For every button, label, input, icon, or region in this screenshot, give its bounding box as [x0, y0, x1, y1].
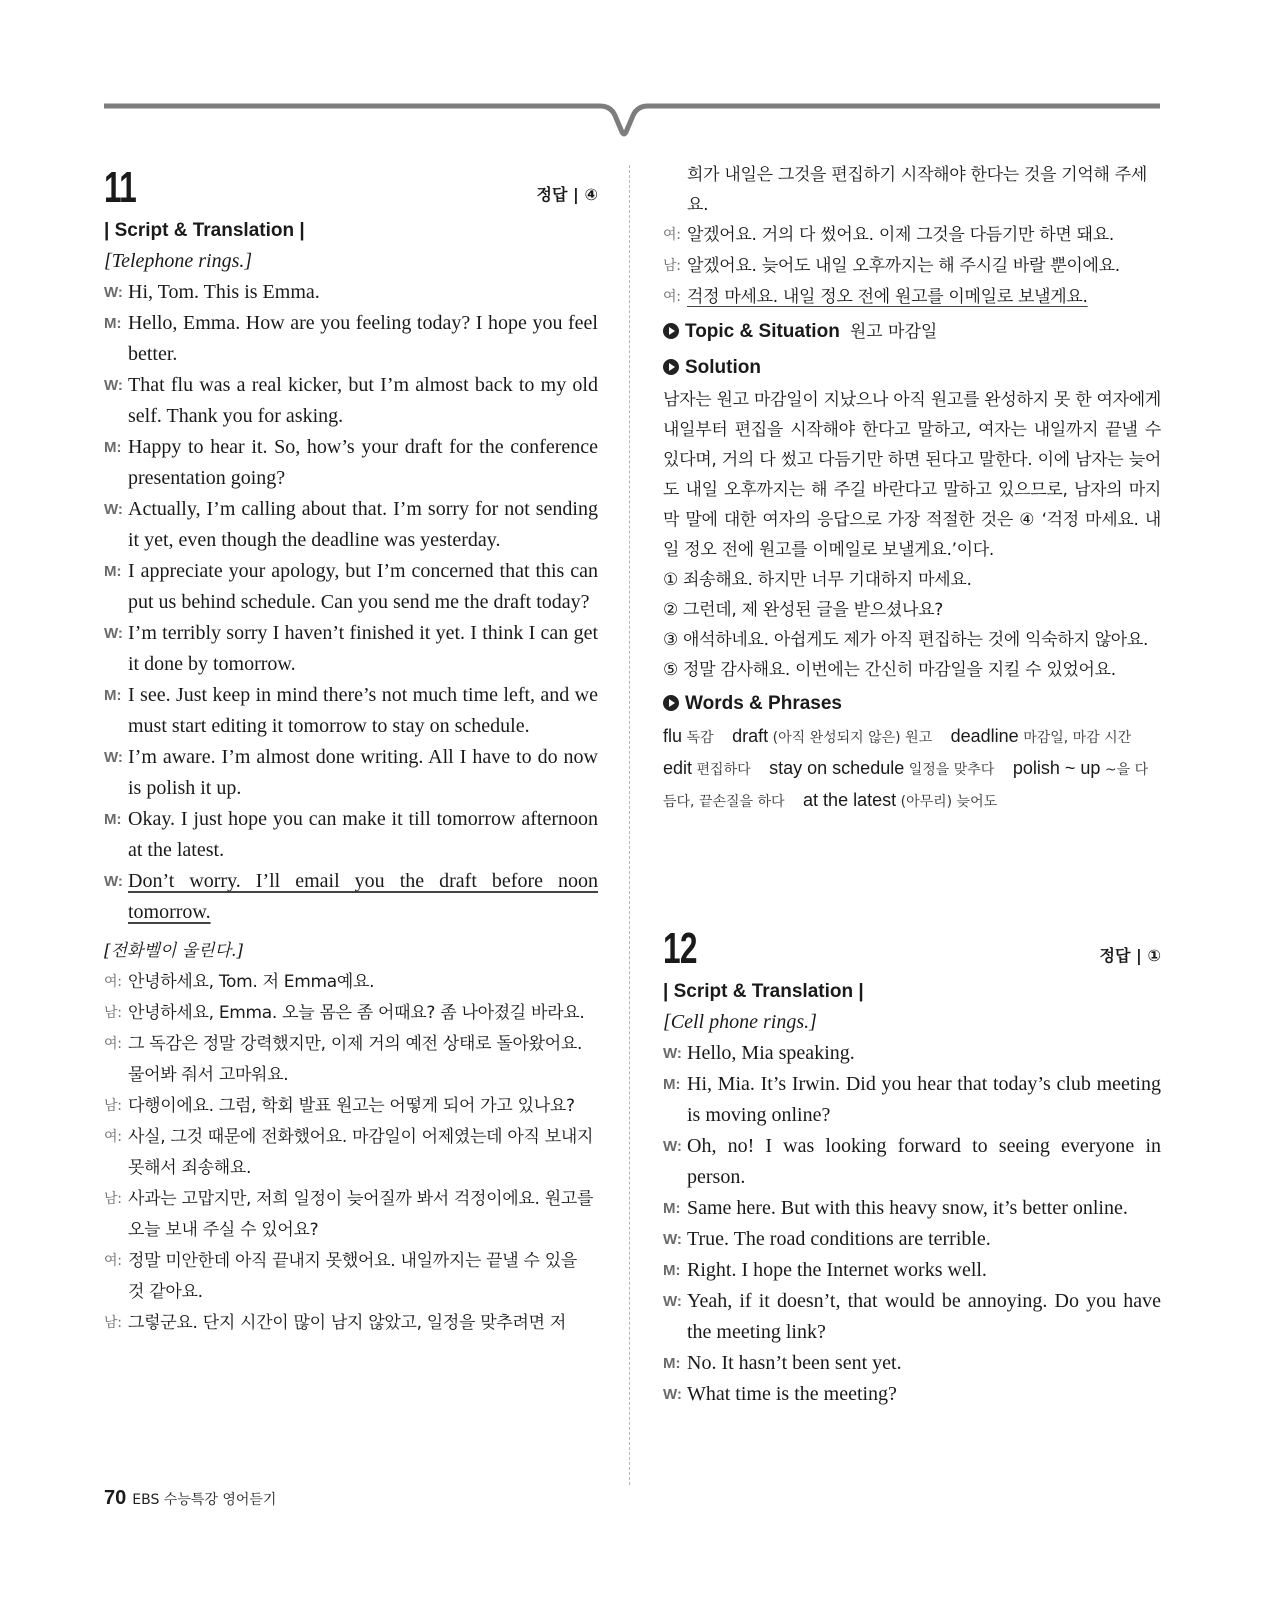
dialogue-line: [104, 618, 598, 680]
speaker-label: M:: [663, 1200, 681, 1217]
dialogue-text: True. The road conditions are terrible.: [687, 1228, 991, 1250]
speaker-label: 남:: [663, 258, 681, 274]
speaker-label: 남:: [104, 1005, 122, 1021]
dialogue-text: 그렇군요. 단지 시간이 많이 남지 않았고, 일정을 맞추려면 저: [128, 1313, 566, 1333]
dialogue-text: 정말 미안한데 아직 끝내지 못했어요. 내일까지는 끝낼 수 있을 것 같아요.: [128, 1251, 577, 1302]
word-meaning: 독감: [686, 730, 714, 746]
dialogue-text: No. It hasn’t been sent yet.: [687, 1352, 902, 1374]
dialogue-text: Same here. But with this heavy snow, it’s better online.: [687, 1197, 1128, 1219]
korean-stage-direction: [전화벨이 울린다.]: [104, 941, 244, 961]
dialogue-text: 다행이에요. 그럼, 학회 발표 원고는 어떻게 되어 가고 있나요?: [128, 1096, 575, 1116]
words-label: Words & Phrases: [685, 693, 842, 714]
dialogue-text: 안녕하세요, Emma. 오늘 몸은 좀 어때요? 좀 나아졌길 바라요.: [128, 1003, 585, 1023]
speaker-label: 여:: [104, 1036, 122, 1052]
stage-direction: [Telephone rings.]: [104, 250, 253, 272]
speaker-label: M:: [663, 1355, 681, 1372]
section-title: | Script & Translation |: [663, 981, 864, 1002]
dialogue-line: [104, 556, 598, 618]
korean-dialogue-continuation: 희가 내일은 그것을 편집하기 시작해야 한다는 것을 기억해 주세요.: [687, 165, 1148, 215]
speaker-label: 남:: [104, 1191, 122, 1207]
solution-heading: [663, 351, 1161, 385]
dialogue-line: [104, 1029, 598, 1091]
dialogue-text: 알겠어요. 늦어도 내일 오후까지는 해 주시길 바랄 뿐이에요.: [687, 256, 1120, 276]
word-term: deadline: [950, 726, 1019, 746]
speaker-label: M:: [104, 439, 122, 456]
dialogue-line: [663, 1038, 1161, 1069]
speaker-label: W:: [104, 501, 123, 518]
dialogue-line: [104, 967, 598, 998]
dialogue-text: Hi, Mia. It’s Irwin. Did you hear that today’s club meeting is moving online?: [687, 1073, 1161, 1126]
answer-key: 정답 | ④: [536, 185, 598, 204]
stage-direction: [Cell phone rings.]: [663, 1011, 817, 1033]
dialogue-line: [663, 251, 1161, 282]
english-dialogue: [104, 277, 598, 928]
speaker-label: M:: [104, 687, 122, 704]
speaker-label: M:: [663, 1262, 681, 1279]
word-meaning: (아직 완성되지 않은) 원고: [772, 730, 933, 746]
dialogue-line: [104, 370, 598, 432]
left-column: [104, 160, 598, 1339]
dialogue-line: [663, 1069, 1161, 1131]
dialogue-line: [663, 220, 1161, 251]
dialogue-text: I see. Just keep in mind there’s not much time left, and we must start editing it tomorrow to stay on schedule.: [128, 684, 598, 737]
play-bullet-icon: [663, 359, 679, 375]
speaker-label: W:: [663, 1045, 682, 1062]
word-term: draft: [732, 726, 769, 746]
dialogue-text: 알겠어요. 거의 다 썼어요. 이제 그것을 다듬기만 하면 돼요.: [687, 225, 1114, 245]
speaker-label: W:: [663, 1293, 682, 1310]
word-meaning: ~을 다듬다, 끝손질을 하다: [663, 762, 1149, 810]
question-number: 11: [104, 163, 137, 212]
word-term: at the latest: [803, 790, 897, 810]
speaker-label: 남:: [104, 1098, 122, 1114]
speaker-label: W:: [104, 377, 123, 394]
dialogue-line: [104, 680, 598, 742]
answer-option: ① 죄송해요. 하지만 너무 기대하지 마세요.: [663, 570, 972, 590]
dialogue-text: 그 독감은 정말 강력했지만, 이제 거의 예전 상태로 돌아왔어요. 물어봐 줘서 고마워요.: [128, 1034, 583, 1085]
word-term: polish ~ up: [1012, 758, 1101, 778]
play-bullet-icon: [663, 695, 679, 711]
solution-label: Solution: [685, 357, 761, 378]
word-term: stay on schedule: [769, 758, 905, 778]
dialogue-text: Hi, Tom. This is Emma.: [128, 281, 320, 303]
dialogue-line: [663, 1131, 1161, 1193]
word-meaning: 일정을 맞추다: [908, 762, 995, 778]
word-term: flu: [663, 726, 683, 746]
book-title: EBS 수능특강 영어듣기: [132, 1492, 277, 1508]
english-dialogue: [663, 1038, 1161, 1410]
dialogue-line: [104, 998, 598, 1029]
solution-text: 남자는 원고 마감일이 지났으나 아직 원고를 완성하지 못 한 여자에게 내일부터 편집을 시작해야 한다고 말하고, 여자는 내일까지 끝낼 수 있다며, 거의 다 썼고 다듬기만 하면 된다고 말한다. 이에 남자는 늦어도 내일 오후까지는 해 주길 바란다고 말하고 있으므로, 남자의 마지막 말에 대한 여자의 응답으로 가장 적절한 것은 ④ ‘걱정 마세요. 내일 정오 전에 원고를 이메일로 보낼게요.’이다.: [663, 390, 1161, 560]
dialogue-line: [663, 1224, 1161, 1255]
dialogue-line: [104, 1246, 598, 1308]
dialogue-text: Right. I hope the Internet works well.: [687, 1259, 987, 1281]
speaker-label: W:: [663, 1231, 682, 1248]
dialogue-line: [663, 1286, 1161, 1348]
header-rule: [0, 0, 1280, 150]
speaker-label: 남:: [104, 1315, 122, 1331]
speaker-label: W:: [663, 1138, 682, 1155]
speaker-label: W:: [104, 625, 123, 642]
question-11-header: [104, 163, 598, 216]
play-bullet-icon: [663, 323, 679, 339]
dialogue-line: [663, 282, 1161, 313]
speaker-label: M:: [104, 811, 122, 828]
speaker-label: 여:: [663, 227, 681, 243]
dialogue-text: Don’t worry. I’ll email you the draft before noon tomorrow.: [128, 870, 598, 923]
dialogue-text: Hello, Mia speaking.: [687, 1042, 855, 1064]
dialogue-text: Okay. I just hope you can make it till tomorrow afternoon at the latest.: [128, 808, 598, 861]
page-footer: [104, 1487, 276, 1510]
dialogue-line: [104, 308, 598, 370]
speaker-label: 여:: [104, 1253, 122, 1269]
speaker-label: 여:: [104, 974, 122, 990]
dialogue-text: Happy to hear it. So, how’s your draft for the conference presentation going?: [128, 436, 598, 489]
column-divider: [629, 165, 630, 1485]
dialogue-text: 사과는 고맙지만, 저희 일정이 늦어질까 봐서 걱정이에요. 원고를 오늘 보내 주실 수 있어요?: [128, 1189, 594, 1240]
dialogue-text: What time is the meeting?: [687, 1383, 897, 1405]
answer-option: ② 그런데, 제 완성된 글을 받으셨나요?: [663, 600, 943, 620]
topic-value: 원고 마감일: [849, 322, 938, 342]
page-number: 70: [104, 1487, 127, 1509]
dialogue-line: [663, 1193, 1161, 1224]
speaker-label: W:: [104, 284, 123, 301]
dialogue-text: Hello, Emma. How are you feeling today? I hope you feel better.: [128, 312, 598, 365]
dialogue-text: I’m terribly sorry I haven’t finished it yet. I think I can get it done by tomorrow.: [128, 622, 598, 675]
dialogue-text: I’m aware. I’m almost done writing. All I have to do now is polish it up.: [128, 746, 598, 799]
dialogue-line: [663, 1379, 1161, 1410]
answer-key: 정답 | ①: [1099, 946, 1161, 965]
dialogue-line: [104, 1308, 598, 1339]
dialogue-text: 안녕하세요, Tom. 저 Emma예요.: [128, 972, 375, 992]
speaker-label: W:: [104, 873, 123, 890]
dialogue-line: [104, 494, 598, 556]
answer-options: [663, 565, 1161, 685]
word-meaning: (아무리) 늦어도: [900, 794, 998, 810]
right-column: [663, 160, 1161, 1410]
korean-dialogue: [104, 967, 598, 1339]
dialogue-line: [104, 277, 598, 308]
word-term: edit: [663, 758, 693, 778]
section-title: | Script & Translation |: [104, 220, 305, 241]
question-12-header: [663, 924, 1161, 977]
dialogue-text: Oh, no! I was looking forward to seeing everyone in person.: [687, 1135, 1161, 1188]
dialogue-line: [104, 1184, 598, 1246]
speaker-label: M:: [104, 563, 122, 580]
word-meaning: 마감일, 마감 시간: [1023, 730, 1132, 746]
speaker-label: W:: [663, 1386, 682, 1403]
speaker-label: W:: [104, 749, 123, 766]
answer-option: ③ 애석하네요. 아쉽게도 제가 아직 편집하는 것에 익숙하지 않아요.: [663, 630, 1149, 650]
dialogue-line: [104, 432, 598, 494]
dialogue-line: [104, 866, 598, 928]
speaker-label: M:: [663, 1076, 681, 1093]
topic-label: Topic & Situation: [685, 321, 840, 342]
word-meaning: 편집하다: [696, 762, 751, 778]
dialogue-text: Yeah, if it doesn’t, that would be annoying. Do you have the meeting link?: [687, 1290, 1161, 1343]
topic-heading: [663, 315, 1161, 349]
dialogue-text: That flu was a real kicker, but I’m almost back to my old self. Thank you for asking.: [128, 374, 598, 427]
dialogue-text: 걱정 마세요. 내일 정오 전에 원고를 이메일로 보낼게요.: [687, 287, 1088, 307]
dialogue-text: Actually, I’m calling about that. I’m sorry for not sending it yet, even though the deadline was yesterday.: [128, 498, 598, 551]
words-list: [663, 721, 1161, 817]
answer-option: ⑤ 정말 감사해요. 이번에는 간신히 마감일을 지킬 수 있었어요.: [663, 660, 1116, 680]
dialogue-line: [104, 1122, 598, 1184]
dialogue-line: [104, 804, 598, 866]
korean-dialogue-2: [663, 220, 1161, 313]
speaker-label: M:: [104, 315, 122, 332]
dialogue-line: [663, 1348, 1161, 1379]
dialogue-text: 사실, 그것 때문에 전화했어요. 마감일이 어제였는데 아직 보내지 못해서 죄송해요.: [128, 1127, 594, 1178]
speaker-label: 여:: [104, 1129, 122, 1145]
question-number: 12: [663, 924, 697, 973]
dialogue-line: [104, 1091, 598, 1122]
dialogue-text: I appreciate your apology, but I’m concerned that this can put us behind schedule. Can you send me the draft today?: [128, 560, 598, 613]
words-heading: [663, 687, 1161, 721]
speaker-label: 여:: [663, 289, 681, 305]
dialogue-line: [663, 1255, 1161, 1286]
dialogue-line: [104, 742, 598, 804]
